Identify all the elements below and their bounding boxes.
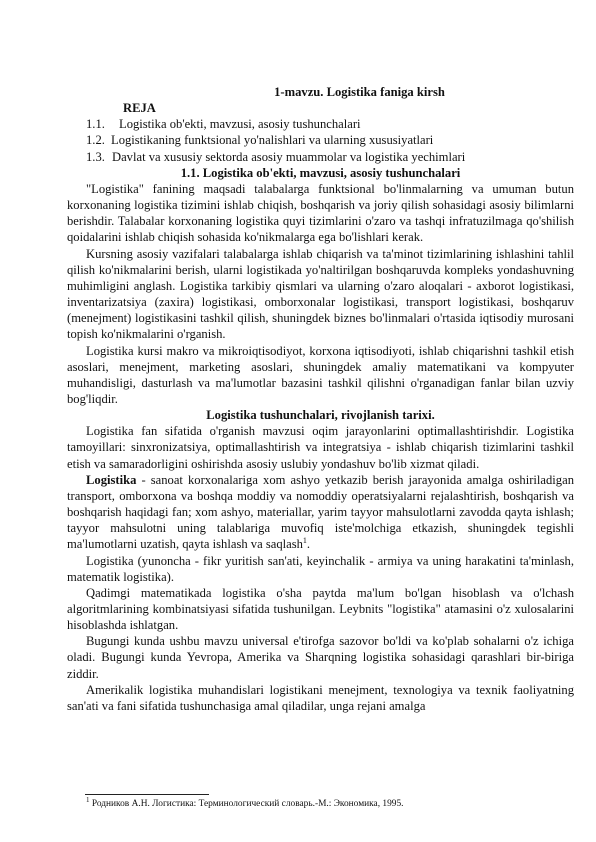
paragraph: Logistika kursi makro va mikroiqtisodiyot, korxona iqtisodiyoti, ishlab chiqarishni tashkil etish asoslari, menejment, marketing asoslari, shuningdek amaliy matematikani va kompyuter muhandisligi, dasturlash va ma'lumotlar bazasini tashkil qilishni o'rganadigan fanlar bilan uzviy bog'liqdir.	[67, 343, 574, 406]
plan-item	[67, 149, 574, 165]
plan-item-number: 1.1.	[86, 117, 105, 132]
page-title: 1-mavzu. Logistika faniga kirsh	[274, 85, 445, 99]
paragraph: Bugungi kunda ushbu mavzu universal e'tirofga sazovor bo'ldi va ko'plab sohalarni o'z ichiga oladi. Bugungi kunda Yevropa, Amerika va Sharqning logistika sohasidagi qarashlari bir-biriga ziddir.	[67, 634, 574, 681]
term-bold: Logistika	[86, 472, 137, 487]
paragraph	[67, 472, 574, 553]
section-heading: 1.1. Logistika ob'ekti, mavzusi, asosiy tushunchalari	[180, 165, 461, 180]
plan-item-number: 1.3.	[86, 149, 105, 164]
footnote	[86, 795, 404, 810]
footnote-text: Родников А.Н. Логистика: Терминологический словарь.-М.: Экономика, 1995.	[89, 799, 404, 809]
definition-text: - sanoat korxonalariga xom ashyo yetkazib berish jarayonida amalga oshiriladigan transport, omborxona va boshqa moddiy va nomoddiy operatsiyalarni rejalashtirish, boshqarish va boshqarish haqidagi fan; xom ashyo, materiallar, yarim tayyor mahsulotlarni zavodda qayta ishlash; tayyor mahsulotni uning talablariga muvofiq iste'molchiga etkazish, shuningdek tegishli ma'lumotlarni uzatish, qayta ishlash va saqlash	[67, 472, 574, 552]
paragraph: Kursning asosiy vazifalari talabalarga ishlab chiqarish va ta'minot tizimlarining ishlashini tahlil qilish ko'nikmalarini berish, ularni logistikada yo'naltirilgan boshqaruvda kompleks yondashuvning muhimligini anglash. Logistika tarkibiy qismlari va ularning o'zaro aloqalari - axborot logistikasi, inventarizatsiya (zaxira) logistikasi, omborxonalar logistikasi, transport logistikasi, boshqaruv (menejment) logistikasini tashkil qilish, shuningdek biznes bo'linmalari o'rtasida iqtisodiy murosani topish ko'nikmalarini o'rganish.	[67, 246, 574, 342]
paragraph: Amerikalik logistika muhandislari logistikani menejment, texnologiya va texnik faoliyatning san'ati va fani sifatida tushunchasiga amal qiladilar, unga rejani amalga	[67, 682, 574, 713]
paragraph: "Logistika" fanining maqsadi talabalarga funktsional bo'linmalarning va umuman butun korxonaning logistika tizimini ishlab chiqish, boshqarish va joriy qilish sohasidagi asosiy bilimlarni berishdir. Talabalar korxonaning logistika quyi tizimlarini o'zaro va tashqi infratuzilmaga qo'shilish qoidalarini ishlab chiqish sohasida ko'nikmalarga ega bo'lishlari kerak.	[67, 181, 574, 245]
plan-item-text: Logistikaning funktsional yo'nalishlari va ularning xususiyatlari	[111, 133, 434, 148]
footnote-number: 1	[86, 795, 90, 804]
plan-item-number: 1.2.	[86, 133, 105, 148]
footnote-reference[interactable]: 1	[302, 536, 307, 546]
page-content	[67, 84, 574, 714]
definition-end: .	[306, 537, 311, 552]
plan-item	[67, 132, 574, 148]
section-heading: Logistika tushunchalari, rivojlanish tarixi.	[206, 408, 435, 423]
plan-item-text: Davlat va xususiy sektorda asosiy muammolar va logistika yechimlari	[112, 149, 466, 164]
plan-heading: REJA	[123, 101, 156, 116]
paragraph: Logistika fan sifatida o'rganish mavzusi oqim jarayonlarini optimallashtirishdir. Logistika tamoyillari: sinxronizatsiya, optimallashtirish va integratsiya - ishlab chiqarish tizimlarini tashkil etish va samaradorligini oshirishda asosiy uslubiy yondashuv bo'lib xizmat qiladi.	[67, 424, 574, 471]
footnote-divider	[85, 794, 209, 795]
plan-item	[67, 116, 574, 132]
paragraph: Qadimgi matematikada logistika o'sha paytda ma'lum bo'lgan hisoblash va o'lchash algoritmlarining kombinatsiyasi sifatida tushunilgan. Leybnits "logistika" atamasini o'z xulosalarini hisoblashda ishlatgan.	[67, 585, 574, 633]
plan-item-text: Logistika ob'ekti, mavzusi, asosiy tushunchalari	[119, 117, 361, 132]
paragraph: Logistika (yunoncha - fikr yuritish san'ati, keyinchalik - armiya va uning harakatini ta'minlash, matematik logistika).	[67, 553, 574, 584]
